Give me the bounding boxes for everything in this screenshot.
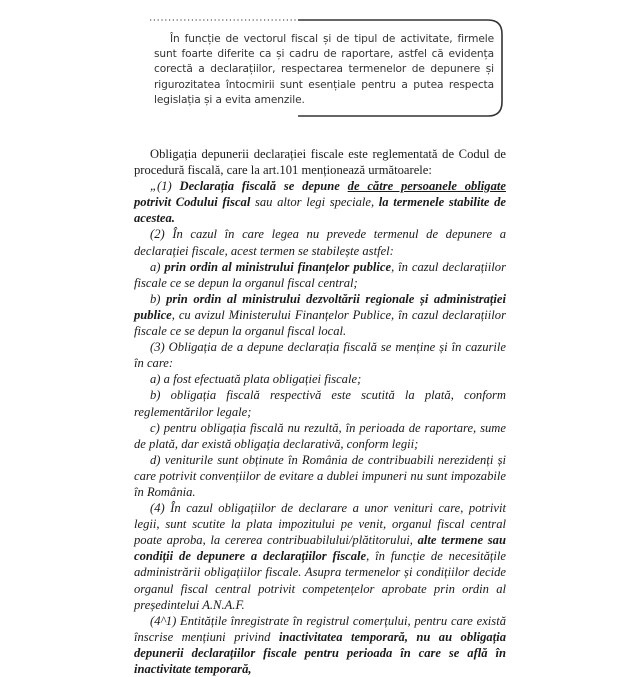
article-paragraph-3b: b) obligația fiscală respectivă este scutită la plată, conform reglementărilor legale;	[134, 388, 506, 419]
article-paragraph-2: (2) În cazul în care legea nu prevede termenul de depunere a declarației fiscale, acest termen se stabilește astfel:	[134, 227, 506, 258]
article-paragraph-3c: c) pentru obligația fiscală nu rezultă, în perioada de raportare, sume de plată, dar există obligația declarativă, conform legii;	[134, 420, 506, 451]
bold-span: prin ordin al ministrului finanțelor publice	[164, 259, 392, 274]
text-span: , cu avizul Ministerului Finanțelor Publice, în cazul declarațiilor fiscale ce se depun la organul fiscal local.	[134, 307, 506, 339]
text-span: a)	[150, 259, 165, 274]
article-paragraph-3d: d) veniturile sunt obținute în România de contribuabili nerezidenți și care potrivit convențiilor de evitare a dublei impuneri nu sunt impozabile în România.	[134, 452, 506, 499]
text-span: sau altor legi speciale,	[250, 195, 379, 210]
text-span: (4^1) Entitățile înregistrate în registrul comerțului, pentru care există înscrise mențiuni privind	[134, 613, 506, 644]
text-span: (4) În cazul obligațiilor de declarare a unor venituri care, potrivit legii, sunt scutite la plata impozitului pe venit, organul fiscal central poate aproba, la cererea contribuabilului/plătitorului,	[134, 501, 506, 548]
bold-span: prin ordin al ministrului dezvoltării regionale și administrației publice	[134, 291, 506, 322]
intro-paragraph: Obligația depunerii declarației fiscale este reglementată de Codul de procedură fiscală, care la art.101 menționează următoarele:	[134, 147, 506, 178]
text-span: b)	[150, 291, 167, 306]
article-paragraph-4	[134, 500, 506, 613]
bold-span: inactivitatea temporară	[278, 629, 405, 644]
bold-span: ,	[404, 629, 417, 644]
article-paragraph-2a	[134, 259, 506, 291]
article-paragraph-2b	[134, 291, 506, 339]
bold-span: Declarația fiscală se depune	[179, 179, 348, 194]
bold-span: alte termene sau condiții de depunere a declarațiilor fiscale	[134, 533, 506, 564]
article-paragraph-1	[134, 178, 506, 226]
text-span: , în cazul declarațiilor fiscale ce se depun la organul fiscal central;	[134, 259, 507, 290]
text-span: „(1)	[150, 179, 180, 194]
bold-span: nu au obligația depunerii declarațiilor fiscale pentru perioada în care se află în inactivitate temporară	[134, 629, 507, 676]
article-paragraph-4-1	[134, 613, 506, 677]
bold-span: ,	[248, 662, 252, 676]
bold-span: potrivit Codului fiscal	[134, 195, 251, 210]
article-paragraph-3: (3) Obligația de a depune declarația fiscală se menține și în cazurile în care:	[134, 340, 506, 371]
document-body	[134, 146, 506, 677]
callout-text: În funcție de vectorul fiscal și de tipul de activitate, firmele sunt foarte diferite ca și cadru de raportare, astfel că evidența corectă a declarațiilor, respectarea termenelor de depunere și rigurozitatea întocmirii sunt esențiale pentru a putea respecta legislația și a evita amenzile.	[154, 33, 494, 106]
text-span: , în funcție de necesitățile administrării obligațiilor fiscale. Asupra termenelor și condițiilor decide organul fiscal central potrivit competențelor aprobate prin ordin al președintelui A.N.A.F.	[134, 549, 506, 612]
bold-span: la termenele stabilite de acestea.	[134, 195, 506, 226]
callout-box	[148, 18, 504, 116]
underlined-span: de către persoanele obligate	[347, 179, 506, 194]
article-paragraph-3a: a) a fost efectuată plata obligației fiscale;	[150, 372, 362, 387]
